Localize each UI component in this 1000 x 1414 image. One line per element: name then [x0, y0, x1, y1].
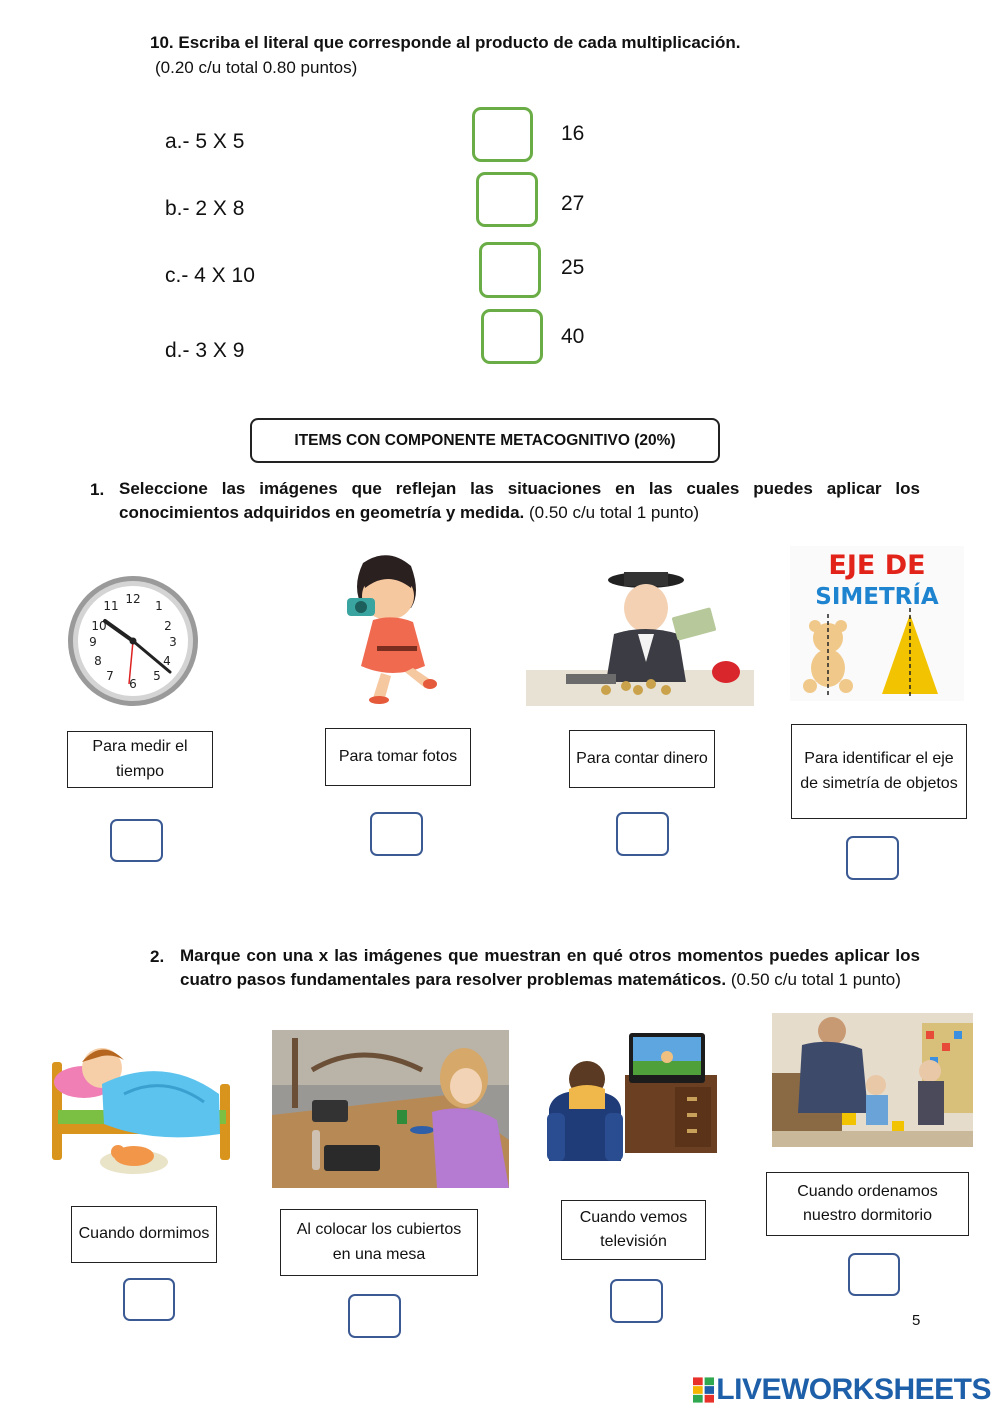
svg-text:10: 10 [91, 619, 107, 633]
svg-text:1: 1 [155, 599, 163, 613]
checkbox-symmetry-axis[interactable] [846, 836, 899, 880]
option-label-watching-tv: Cuando vemos televisión [561, 1200, 706, 1260]
wall-clock-image [65, 574, 202, 709]
checkbox-count-money[interactable] [616, 812, 669, 856]
family-tidying-room-image [772, 1013, 973, 1147]
question-2-text [180, 944, 920, 992]
svg-text:8: 8 [94, 654, 102, 668]
operation-a: a.- 5 X 5 [165, 130, 245, 153]
brand-name: LIVEWORKSHEETS [716, 1373, 991, 1406]
question-10-title: 10. Escriba el literal que corresponde al producto de cada multiplicación. [150, 33, 741, 52]
question-2-instruction: Marque con una x las imágenes que muestran en qué otros momentos puedes aplicar los cuatro pasos fundamentales para resolver problemas matemáticos. [180, 946, 920, 989]
checkbox-measure-time[interactable] [110, 819, 163, 862]
option-label-sleeping: Cuando dormimos [71, 1206, 217, 1263]
answer-box-25[interactable] [479, 242, 541, 298]
liveworksheets-logo-icon [693, 1377, 714, 1403]
symmetry-title-line2: SIMETRÍA [815, 584, 939, 610]
option-label-setting-table: Al colocar los cubiertos en una mesa [280, 1209, 478, 1276]
option-label-take-photos: Para tomar fotos [325, 728, 471, 786]
svg-text:3: 3 [169, 635, 177, 649]
section-title: ITEMS CON COMPONENTE METACOGNITIVO (20%) [294, 431, 676, 449]
option-label-count-money: Para contar dinero [569, 730, 715, 788]
product-40: 40 [561, 325, 585, 348]
svg-text:12: 12 [125, 592, 141, 606]
question-1-instruction: Seleccione las imágenes que reflejan las situaciones en las cuales puedes aplicar los conocimientos adquiridos en geometría y medida. [119, 479, 920, 522]
girl-with-camera-image [333, 548, 443, 706]
product-27: 27 [561, 192, 585, 215]
svg-text:4: 4 [163, 654, 171, 668]
symmetry-title-line1: EJE DE [828, 550, 926, 581]
boy-sleeping-image [44, 1024, 238, 1182]
product-25: 25 [561, 256, 585, 279]
checkbox-watching-tv[interactable] [610, 1279, 663, 1323]
svg-text:5: 5 [153, 669, 161, 683]
svg-text:7: 7 [106, 669, 114, 683]
symmetry-axis-image [790, 546, 964, 701]
question-2-number: 2. [150, 947, 165, 966]
checkbox-take-photos[interactable] [370, 812, 423, 856]
svg-text:2: 2 [164, 619, 172, 633]
answer-box-40[interactable] [481, 309, 543, 364]
question-10-points: (0.20 c/u total 0.80 puntos) [155, 58, 358, 77]
option-label-symmetry-axis: Para identificar el eje de simetría de objetos [791, 724, 967, 819]
svg-text:6: 6 [129, 677, 137, 691]
question-1-points: (0.50 c/u total 1 punto) [524, 503, 700, 522]
girl-setting-table-image [272, 1030, 509, 1188]
question-1-text [119, 477, 920, 525]
checkbox-sleeping[interactable] [123, 1278, 175, 1321]
question-1-number: 1. [90, 480, 105, 499]
answer-box-16[interactable] [472, 107, 533, 162]
boy-watching-tv-image [547, 1031, 727, 1168]
question-2-points: (0.50 c/u total 1 punto) [726, 970, 901, 989]
svg-text:9: 9 [89, 635, 97, 649]
svg-text:11: 11 [103, 599, 119, 613]
answer-box-27[interactable] [476, 172, 538, 227]
option-label-measure-time: Para medir el tiempo [67, 731, 213, 788]
product-16: 16 [561, 122, 585, 145]
page-number: 5 [912, 1312, 921, 1329]
checkbox-tidying-room[interactable] [848, 1253, 900, 1296]
operation-c: c.- 4 X 10 [165, 264, 255, 287]
boy-counting-money-image [526, 572, 754, 706]
checkbox-setting-table[interactable] [348, 1294, 401, 1338]
operation-d: d.- 3 X 9 [165, 339, 245, 362]
option-label-tidying-room: Cuando ordenamos nuestro dormitorio [766, 1172, 969, 1236]
brand-footer[interactable] [693, 1374, 991, 1406]
section-title-box [250, 418, 720, 463]
operation-b: b.- 2 X 8 [165, 197, 245, 220]
